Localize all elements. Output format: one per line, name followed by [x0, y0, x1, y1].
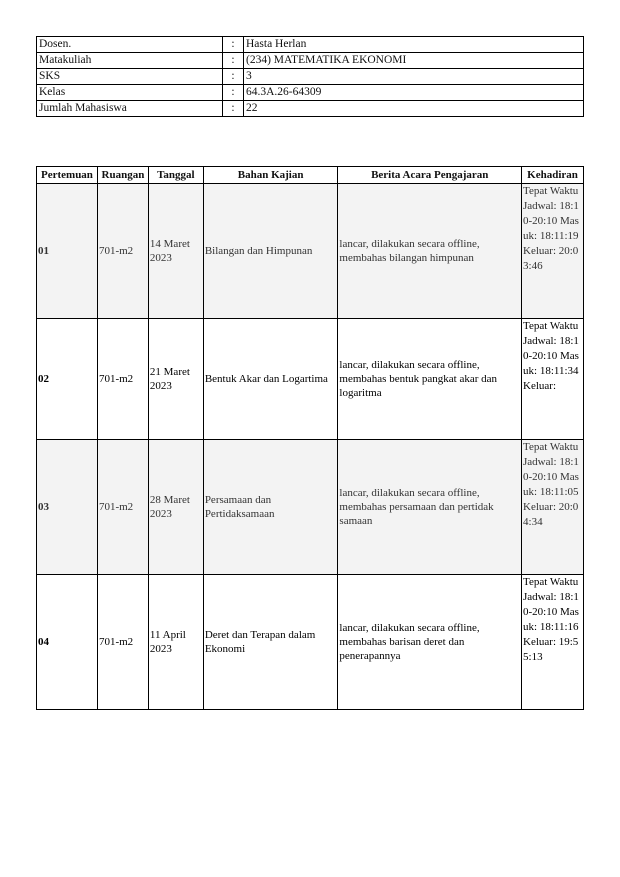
session-room: 701-m2	[97, 575, 148, 710]
info-label: Kelas	[37, 85, 223, 101]
header-bahan-kajian: Bahan Kajian	[203, 167, 338, 184]
session-attendance	[522, 184, 584, 319]
info-row-matakuliah	[37, 53, 584, 69]
attendance-text: Tepat Waktu Jadwal: 18:10-20:10 Masuk: 18:11:19 Keluar: 20:03:46	[523, 185, 579, 272]
session-topic: Bilangan dan Himpunan	[203, 184, 338, 319]
session-report: lancar, dilakukan secara offline, membahas bentuk pangkat akar dan logaritma	[338, 319, 522, 440]
header-tanggal: Tanggal	[148, 167, 203, 184]
session-row	[37, 575, 584, 710]
header-ruangan: Ruangan	[97, 167, 148, 184]
session-number-text: 04	[38, 636, 49, 648]
sessions-header-row	[37, 167, 584, 184]
session-attendance	[522, 319, 584, 440]
session-number	[37, 184, 98, 319]
session-report: lancar, dilakukan secara offline, membahas persamaan dan pertidak samaan	[338, 440, 522, 575]
info-label: Jumlah Mahasiswa	[37, 101, 223, 117]
attendance-text: Tepat Waktu Jadwal: 18:10-20:10 Masuk: 18:11:05 Keluar: 20:04:34	[523, 441, 579, 528]
info-value: 64.3A.26-64309	[244, 85, 584, 101]
attendance-text: Tepat Waktu Jadwal: 18:10-20:10 Masuk: 18:11:34 Keluar:	[523, 320, 579, 392]
info-colon: :	[223, 85, 244, 101]
info-row-kelas	[37, 85, 584, 101]
info-label: Dosen.	[37, 37, 223, 53]
info-value: (234) MATEMATIKA EKONOMI	[244, 53, 584, 69]
session-room: 701-m2	[97, 440, 148, 575]
session-attendance	[522, 575, 584, 710]
session-row	[37, 440, 584, 575]
header-berita-acara: Berita Acara Pengajaran	[338, 167, 522, 184]
info-value: 22	[244, 101, 584, 117]
session-date: 14 Maret 2023	[148, 184, 203, 319]
info-row-jumlah-mahasiswa	[37, 101, 584, 117]
session-room: 701-m2	[97, 319, 148, 440]
session-report: lancar, dilakukan secara offline, membahas barisan deret dan penerapannya	[338, 575, 522, 710]
info-colon: :	[223, 101, 244, 117]
session-room: 701-m2	[97, 184, 148, 319]
session-number	[37, 319, 98, 440]
info-row-dosen	[37, 37, 584, 53]
session-attendance	[522, 440, 584, 575]
header-pertemuan: Pertemuan	[37, 167, 98, 184]
session-number	[37, 440, 98, 575]
session-report: lancar, dilakukan secara offline, membahas bilangan himpunan	[338, 184, 522, 319]
info-value: 3	[244, 69, 584, 85]
info-colon: :	[223, 37, 244, 53]
session-row	[37, 319, 584, 440]
session-date: 28 Maret 2023	[148, 440, 203, 575]
session-number-text: 01	[38, 245, 49, 257]
info-label: SKS	[37, 69, 223, 85]
session-date: 11 April 2023	[148, 575, 203, 710]
info-colon: :	[223, 53, 244, 69]
session-topic: Deret dan Terapan dalam Ekonomi	[203, 575, 338, 710]
session-topic: Bentuk Akar dan Logartima	[203, 319, 338, 440]
session-row	[37, 184, 584, 319]
attendance-text: Tepat Waktu Jadwal: 18:10-20:10 Masuk: 18:11:16 Keluar: 19:55:13	[523, 576, 579, 663]
info-value: Hasta Herlan	[244, 37, 584, 53]
session-topic: Persamaan dan Pertidaksamaan	[203, 440, 338, 575]
session-date: 21 Maret 2023	[148, 319, 203, 440]
header-kehadiran: Kehadiran	[522, 167, 584, 184]
session-number	[37, 575, 98, 710]
session-number-text: 02	[38, 373, 49, 385]
course-info-table	[36, 36, 584, 117]
info-colon: :	[223, 69, 244, 85]
session-number-text: 03	[38, 501, 49, 513]
info-label: Matakuliah	[37, 53, 223, 69]
info-row-sks	[37, 69, 584, 85]
sessions-table	[36, 166, 584, 710]
